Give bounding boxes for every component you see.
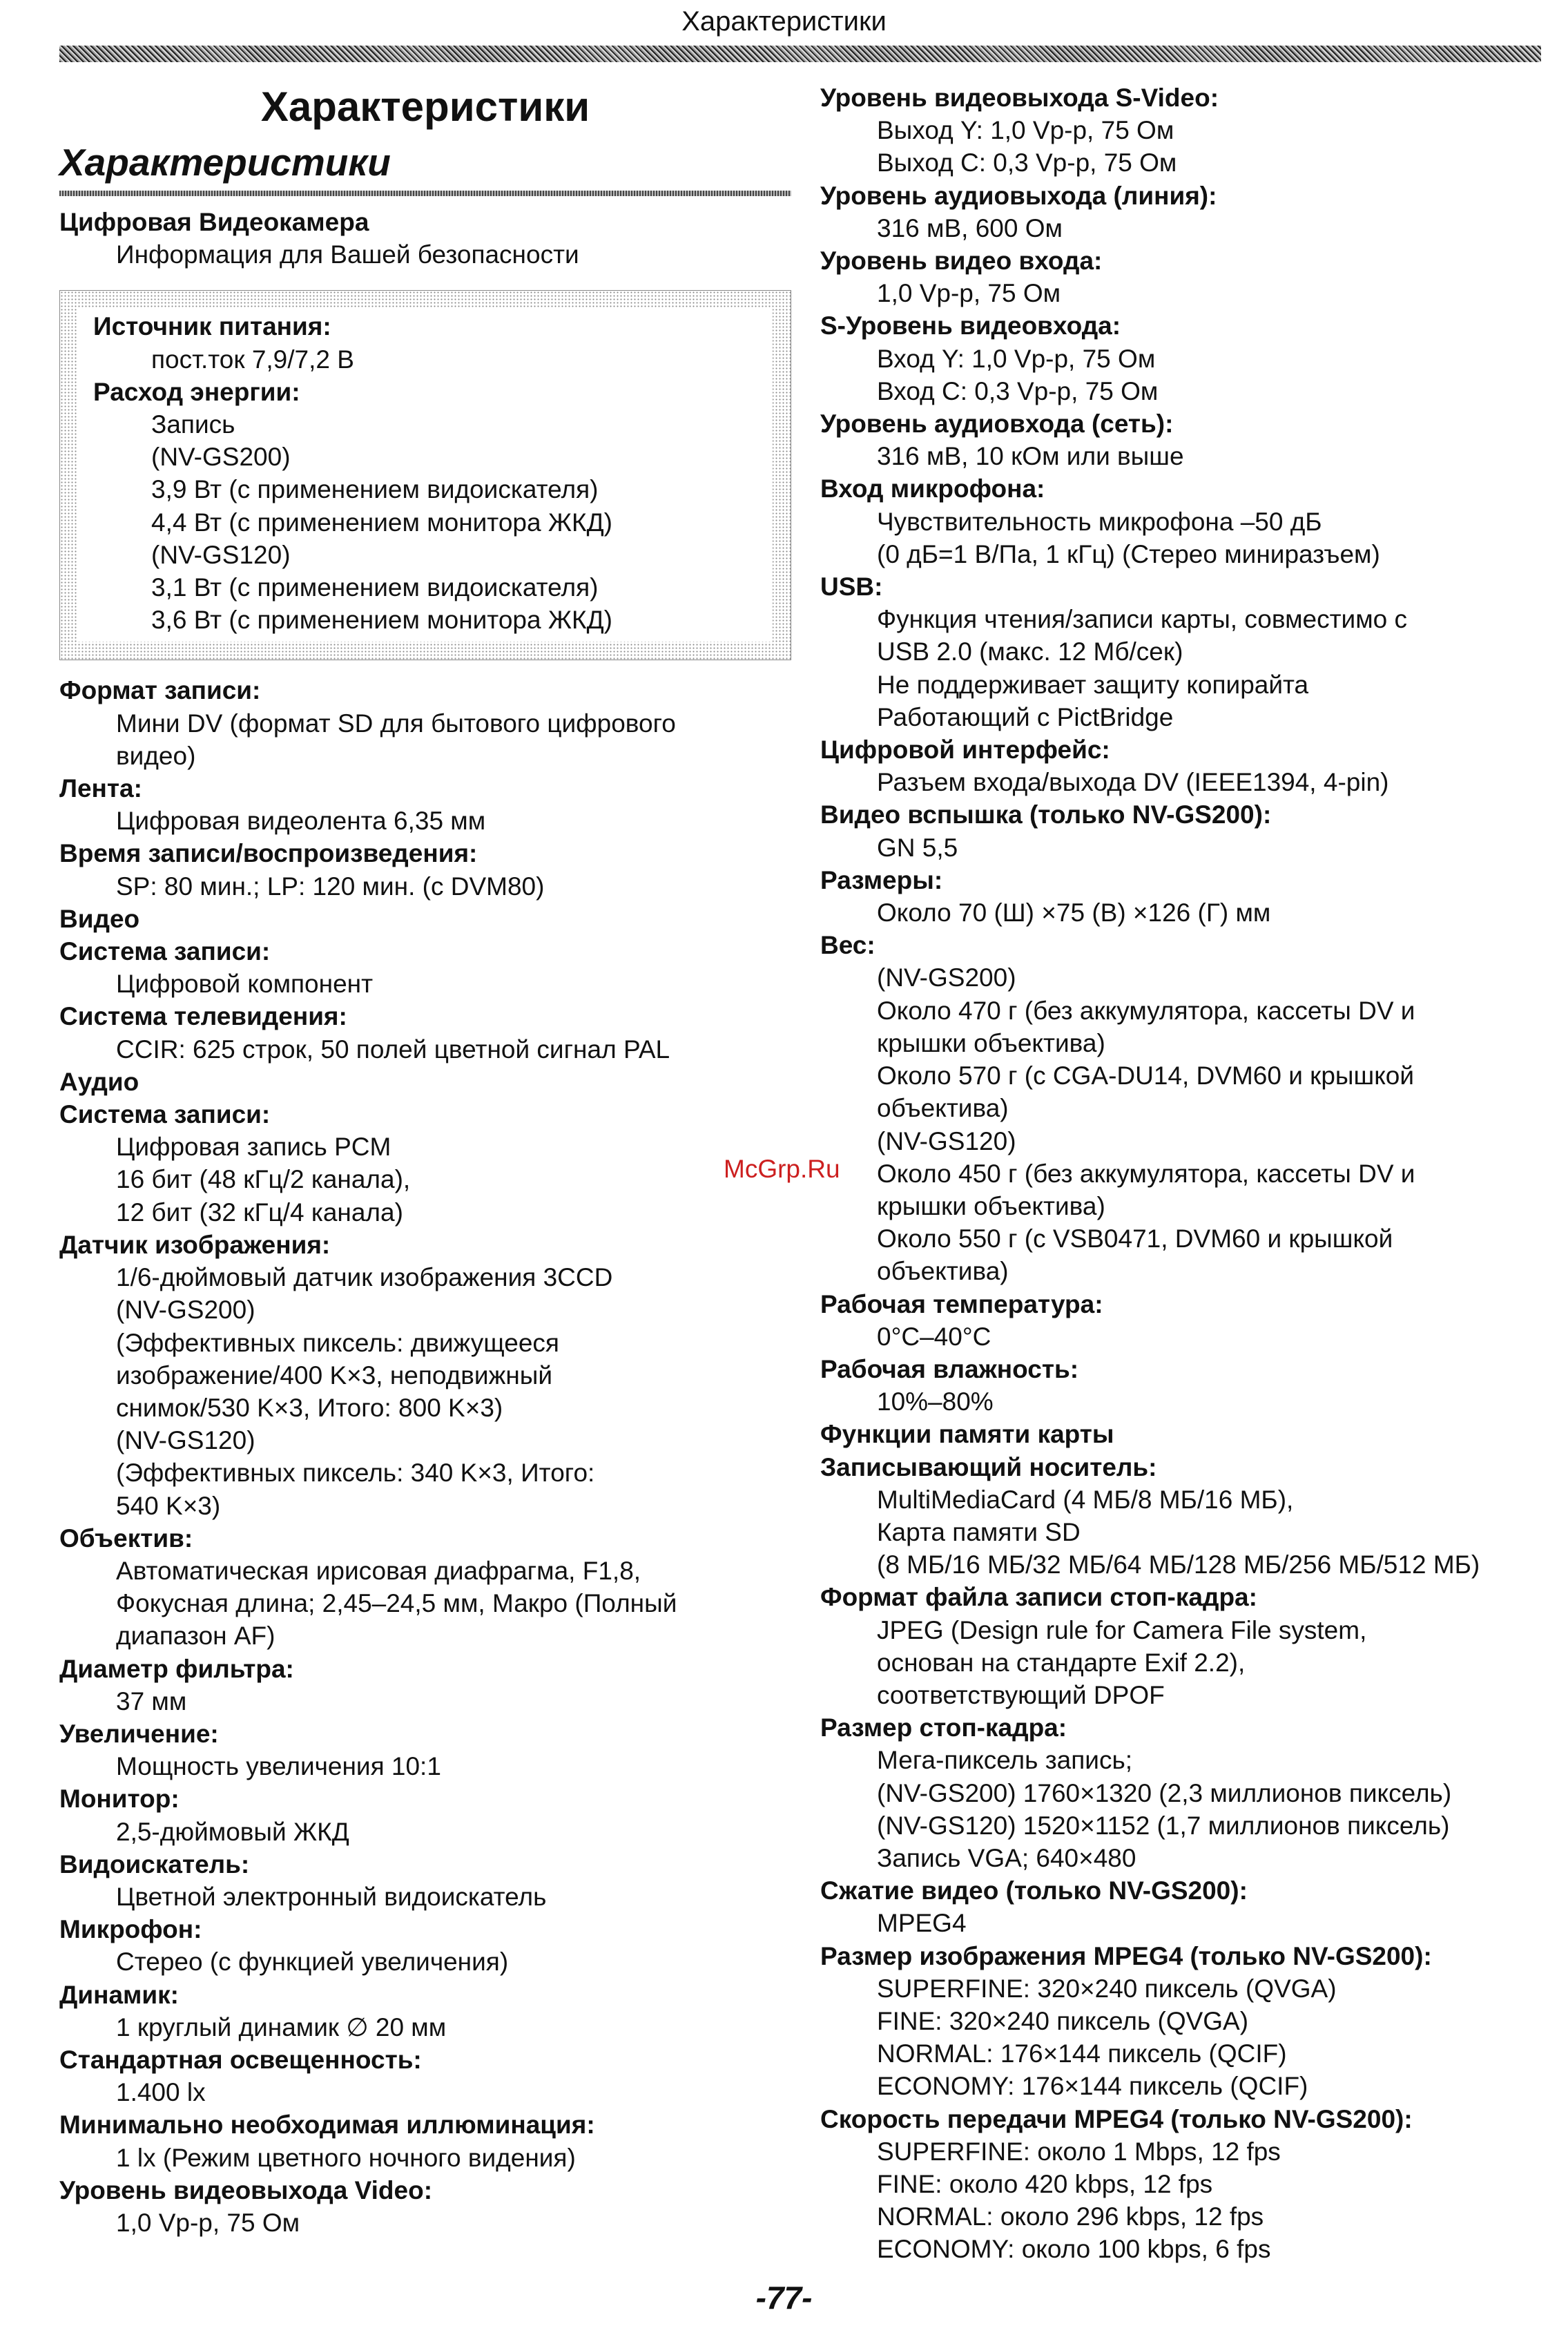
- spec-value: Запись VGA; 640×480: [877, 1843, 1136, 1872]
- spec-item: [820, 1353, 1545, 1418]
- spec-value: (0 дБ=1 В/Па, 1 кГц) (Стерео миниразъем): [877, 539, 1380, 568]
- spec-value: Около 470 г (без аккумулятора, кассеты DV и: [877, 996, 1415, 1025]
- spec-label: Уровень аудиовхода (сеть):: [820, 410, 1174, 439]
- spec-label: Видео вспышка (только NV-GS200):: [820, 800, 1272, 829]
- spec-label: Рабочая влажность:: [820, 1354, 1079, 1383]
- spec-label: Время записи/воспроизведения:: [59, 839, 478, 868]
- spec-item: [59, 935, 791, 1000]
- spec-value: (NV-GS120): [877, 1126, 1016, 1155]
- spec-label: Размер стоп-кадра:: [820, 1713, 1067, 1742]
- spec-value: Мощность увеличения 10:1: [116, 1752, 441, 1781]
- spec-item: [820, 798, 1545, 863]
- spec-item: [59, 1848, 791, 1913]
- spec-item: [59, 1522, 791, 1653]
- spec-value: FINE: около 420 kbps, 12 fps: [877, 2170, 1213, 2198]
- spec-value: 10%–80%: [877, 1387, 994, 1416]
- spec-value: пост.ток 7,9/7,2 В: [151, 345, 354, 374]
- spec-label: Стандартная освещенность:: [59, 2045, 422, 2074]
- spec-item: [820, 570, 1545, 733]
- spec-item: [820, 864, 1545, 929]
- spec-item: [820, 81, 1545, 180]
- spec-item: [93, 310, 757, 375]
- spec-value: 1,0 Vp-p, 75 Ом: [877, 279, 1061, 308]
- spec-label: Диаметр фильтра:: [59, 1654, 294, 1683]
- spec-value: 3,6 Вт (с применением монитора ЖКД): [151, 606, 612, 635]
- spec-item: [59, 1653, 791, 1718]
- main-title: Характеристики: [260, 84, 590, 130]
- spec-value: Вход C: 0,3 Vp-p, 75 Ом: [877, 376, 1159, 405]
- spec-value: 3,1 Вт (с применением видоискателя): [151, 573, 599, 602]
- spec-value: SUPERFINE: около 1 Mbps, 12 fps: [877, 2137, 1281, 2166]
- spec-value: Цифровая запись PCM: [116, 1133, 391, 1162]
- spec-item: [820, 1418, 1545, 1450]
- spec-value: Вход Y: 1,0 Vp-p, 75 Ом: [877, 344, 1156, 373]
- spec-value: JPEG (Design rule for Camera File system,: [877, 1615, 1367, 1644]
- spec-value: 1 круглый динамик ∅ 20 мм: [116, 2012, 447, 2041]
- spec-value: GN 5,5: [877, 833, 958, 862]
- spec-item: [59, 1782, 791, 1847]
- spec-value: Цветной электронный видоискатель: [116, 1882, 547, 1911]
- spec-value: (Эффективных пиксель: движущееся: [116, 1328, 559, 1357]
- spec-value: 540 K×3): [116, 1491, 221, 1520]
- spec-value: ECONOMY: около 100 kbps, 6 fps: [877, 2235, 1271, 2264]
- spec-item: [820, 733, 1545, 798]
- spec-label: USB:: [820, 573, 883, 602]
- intro-list: [59, 206, 791, 271]
- spec-label: Скорость передачи MPEG4 (только NV-GS200):: [820, 2104, 1413, 2133]
- spec-value: Около 570 г (с CGA-DU14, DVM60 и крышкой: [877, 1061, 1415, 1090]
- right-column: [820, 81, 1545, 2266]
- spec-item: [59, 1229, 791, 1522]
- spec-item: [59, 1718, 791, 1782]
- spec-value: основан на стандарте Exif 2.2),: [877, 1648, 1246, 1677]
- spec-item: [820, 929, 1545, 1287]
- spec-value: Мега-пиксель запись;: [877, 1746, 1132, 1775]
- spec-item: [59, 2108, 791, 2173]
- spec-item: [59, 772, 791, 837]
- spec-item: [820, 1288, 1545, 1353]
- spec-label: Функции памяти карты: [820, 1420, 1114, 1449]
- spec-label: Вес:: [820, 931, 875, 960]
- spec-item: [59, 2174, 791, 2239]
- left-column: [59, 81, 791, 2239]
- spec-label: S-Уровень видеовхода:: [820, 311, 1121, 340]
- header-rule: [59, 46, 1541, 62]
- spec-value: 316 мВ, 600 Ом: [877, 213, 1063, 242]
- spec-label: Размеры:: [820, 865, 943, 894]
- spec-value: 12 бит (32 кГц/4 канала): [116, 1198, 403, 1227]
- spec-label: Уровень видео входа:: [820, 247, 1103, 276]
- spec-value: снимок/530 K×3, Итого: 800 K×3): [116, 1393, 503, 1422]
- spec-item: [59, 837, 791, 902]
- spec-label: Микрофон:: [59, 1915, 202, 1944]
- spec-label: Монитор:: [59, 1785, 180, 1814]
- spec-value: объектива): [877, 1094, 1009, 1123]
- spec-item: [820, 407, 1545, 472]
- spec-label: Уровень видеовыхода S-Video:: [820, 84, 1219, 112]
- spec-value: Фокусная длина; 2,45–24,5 мм, Макро (Полный: [116, 1589, 677, 1618]
- spec-label: Датчик изображения:: [59, 1230, 331, 1259]
- spec-label: Уровень видеовыхода Video:: [59, 2175, 433, 2204]
- spec-value: 4,4 Вт (с применением монитора ЖКД): [151, 508, 612, 537]
- spec-label: Система записи:: [59, 1100, 271, 1129]
- spec-label: Система телевидения:: [59, 1002, 347, 1031]
- watermark: McGrp.Ru: [724, 1155, 840, 1183]
- spec-value: (NV-GS120): [151, 540, 291, 569]
- spec-label: Сжатие видео (только NV-GS200):: [820, 1876, 1248, 1905]
- spec-value: USB 2.0 (макс. 12 Мб/сек): [877, 637, 1183, 666]
- spec-value: 16 бит (48 кГц/2 канала),: [116, 1165, 411, 1194]
- spec-value: FINE: 320×240 пиксель (QVGA): [877, 2006, 1249, 2035]
- spec-value: 1 lx (Режим цветного ночного видения): [116, 2143, 576, 2172]
- spec-item: [820, 1711, 1545, 1874]
- spec-label: Формат файла записи стоп-кадра:: [820, 1583, 1257, 1612]
- spec-label: Объектив:: [59, 1524, 193, 1553]
- spec-value: (NV-GS200): [151, 443, 291, 472]
- spec-value: 1.400 lx: [116, 2078, 206, 2107]
- spec-item: [59, 1913, 791, 1978]
- spec-value: Работающий с PictBridge: [877, 702, 1174, 731]
- spec-label: Формат записи:: [59, 676, 261, 705]
- spec-label: Видео: [59, 904, 140, 933]
- spec-value: SUPERFINE: 320×240 пиксель (QVGA): [877, 1974, 1337, 2003]
- spec-item: [59, 674, 791, 772]
- spec-value: диапазон AF): [116, 1622, 275, 1651]
- section-rule: [59, 191, 791, 196]
- spec-value: изображение/400 K×3, неподвижный: [116, 1361, 553, 1390]
- spec-label: Увеличение:: [59, 1719, 219, 1748]
- spec-value: CCIR: 625 строк, 50 полей цветной сигнал PAL: [116, 1035, 670, 1064]
- spec-item: [59, 1098, 791, 1229]
- spec-value: Около 450 г (без аккумулятора, кассеты DV и: [877, 1159, 1415, 1188]
- spec-value: Цифровой компонент: [116, 970, 374, 999]
- spec-value: 1/6-дюймовый датчик изображения 3CCD: [116, 1263, 613, 1292]
- spec-value: (NV-GS200) 1760×1320 (2,3 миллионов пиксель): [877, 1778, 1452, 1807]
- spec-value: Не поддерживает защиту копирайта: [877, 670, 1309, 699]
- spec-item: [59, 1066, 791, 1098]
- spec-value: Выход C: 0,3 Vp-p, 75 Ом: [877, 148, 1177, 177]
- spec-value: NORMAL: 176×144 пиксель (QCIF): [877, 2039, 1287, 2068]
- spec-item: [59, 206, 791, 271]
- spec-value: Карта памяти SD: [877, 1517, 1081, 1546]
- spec-item: [820, 1451, 1545, 1582]
- spec-item: [820, 1581, 1545, 1711]
- spec-item: [59, 2044, 791, 2108]
- spec-value: объектива): [877, 1257, 1009, 1286]
- spec-label: Динамик:: [59, 1980, 179, 2009]
- spec-label: Цифровой интерфейс:: [820, 736, 1110, 765]
- spec-label: Рабочая температура:: [820, 1289, 1103, 1318]
- spec-value: Информация для Вашей безопасности: [116, 240, 579, 269]
- spec-value: Цифровая видеолента 6,35 мм: [116, 807, 486, 836]
- spec-label: Лента:: [59, 774, 142, 803]
- spec-value: MPEG4: [877, 1909, 967, 1938]
- spec-label: Минимально необходимая иллюминация:: [59, 2111, 595, 2140]
- spec-value: 37 мм: [116, 1686, 187, 1715]
- section-title: Характеристики: [59, 141, 391, 184]
- spec-value: Мини DV (формат SD для бытового цифрового: [116, 709, 676, 738]
- spec-value: Чувствительность микрофона –50 дБ: [877, 507, 1322, 536]
- spec-label: Вход микрофона:: [820, 474, 1045, 503]
- spec-value: Около 70 (Ш) ×75 (В) ×126 (Г) мм: [877, 898, 1271, 927]
- spec-value: Запись: [151, 410, 235, 439]
- spec-label: Расход энергии:: [93, 377, 300, 406]
- spec-label: Записывающий носитель:: [820, 1452, 1157, 1481]
- spec-item: [59, 1000, 791, 1065]
- spec-item: [93, 376, 757, 637]
- spec-value: Функция чтения/записи карты, совместимо с: [877, 605, 1408, 634]
- spec-list-left: [59, 674, 791, 2239]
- spec-item: [820, 1940, 1545, 2103]
- spec-value: MultiMediaCard (4 МБ/8 МБ/16 МБ),: [877, 1485, 1294, 1514]
- spec-value: (NV-GS120) 1520×1152 (1,7 миллионов пиксель): [877, 1811, 1450, 1840]
- spec-label: Аудио: [59, 1067, 139, 1096]
- spec-list-right: [820, 81, 1545, 2266]
- spec-value: 316 мВ, 10 кОм или выше: [877, 442, 1184, 471]
- spec-value: крышки объектива): [877, 1191, 1105, 1220]
- spec-value: (NV-GS200): [116, 1296, 255, 1325]
- page-number: -77-: [755, 2280, 813, 2316]
- spec-value: SP: 80 мин.; LP: 120 мин. (с DVM80): [116, 872, 545, 901]
- spec-value: NORMAL: около 296 kbps, 12 fps: [877, 2202, 1264, 2231]
- spec-value: Выход Y: 1,0 Vp-p, 75 Ом: [877, 116, 1174, 145]
- spec-value: видео): [116, 741, 196, 770]
- spec-value: 0°C–40°C: [877, 1322, 991, 1351]
- spec-value: Стерео (с функцией увеличения): [116, 1948, 509, 1977]
- spec-item: [59, 903, 791, 935]
- spec-item: [820, 309, 1545, 407]
- spec-value: соответствующий DPOF: [877, 1680, 1165, 1709]
- spec-value: Автоматическая ирисовая диафрагма, F1,8,: [116, 1556, 641, 1585]
- spec-value: 3,9 Вт (с применением видоискателя): [151, 475, 599, 504]
- spec-label: Система записи:: [59, 937, 271, 966]
- spec-value: крышки объектива): [877, 1028, 1105, 1057]
- spec-item: [820, 180, 1545, 244]
- spec-value: Разъем входа/выхода DV (IEEE1394, 4-pin): [877, 768, 1389, 797]
- spec-item: [59, 1979, 791, 2044]
- spec-value: (NV-GS120): [116, 1426, 255, 1455]
- spec-label: Размер изображения MPEG4 (только NV-GS200):: [820, 1941, 1432, 1970]
- safety-info-list: [78, 307, 773, 642]
- spec-item: [820, 1874, 1545, 1939]
- spec-label: Видоискатель:: [59, 1849, 250, 1878]
- spec-value: (Эффективных пиксель: 340 K×3, Итого:: [116, 1459, 595, 1488]
- spec-value: ECONOMY: 176×144 пиксель (QCIF): [877, 2072, 1308, 2101]
- page-header-title: Характеристики: [681, 6, 887, 37]
- spec-value: (NV-GS200): [877, 963, 1016, 992]
- spec-item: [820, 244, 1545, 309]
- spec-item: [820, 2103, 1545, 2266]
- spec-label: Источник питания:: [93, 312, 331, 341]
- spec-value: (8 МБ/16 МБ/32 МБ/64 МБ/128 МБ/256 МБ/512 МБ): [877, 1550, 1480, 1579]
- spec-value: 1,0 Vp-p, 75 Ом: [116, 2208, 300, 2237]
- safety-info-box: [59, 290, 791, 660]
- spec-label: Уровень аудиовыхода (линия):: [820, 181, 1217, 210]
- spec-label: Цифровая Видеокамера: [59, 208, 369, 236]
- spec-value: 2,5-дюймовый ЖКД: [116, 1817, 349, 1846]
- spec-value: Около 550 г (с VSB0471, DVM60 и крышкой: [877, 1224, 1393, 1253]
- spec-item: [820, 472, 1545, 570]
